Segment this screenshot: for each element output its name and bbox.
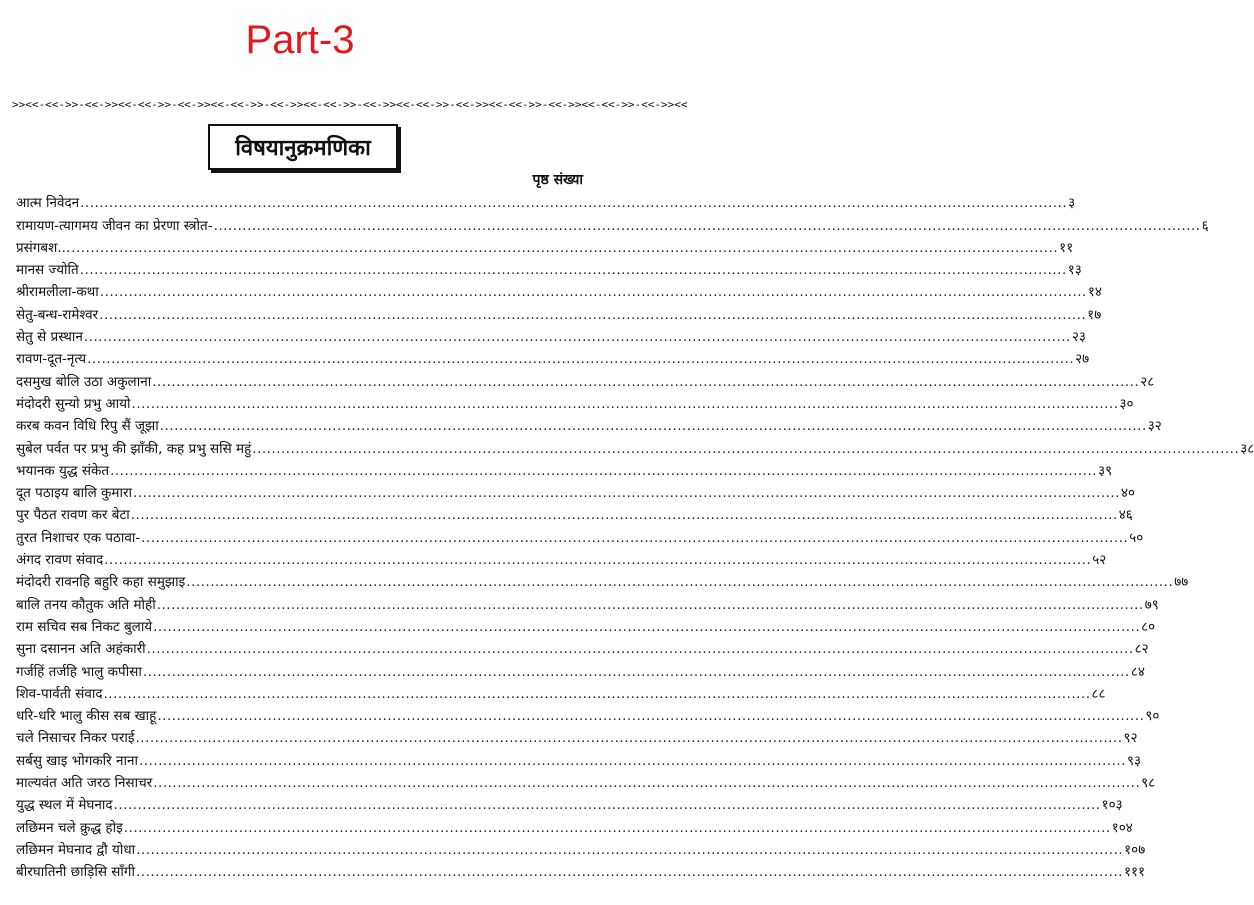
dot-leader: .............................................................................................................................................................................................................. [80,195,1068,212]
toc-entry [16,658,1145,680]
toc-entry [16,413,1162,435]
toc-entry [16,614,1156,636]
toc-entry-title: श्रीरामलीला-कथा [16,284,99,301]
toc-entry-page: १४ [1087,284,1102,301]
toc-entry-page: ३ [1068,195,1076,212]
toc-entry-title: लछिमन मेघनाद द्वौ योधा [16,841,136,858]
toc-entry-title: मंदोदरी सुन्यो प्रभु आयो [16,395,131,412]
toc-entry [16,591,1159,613]
toc-entry [16,279,1102,301]
dot-leader: .............................................................................................................................................................................................................. [131,395,1119,412]
toc-entry-page: १०३ [1101,797,1123,814]
toc-entry [16,301,1102,323]
toc-entry-title: करब कवन विधि रिपु सैं जूझा [16,418,159,435]
toc-entry-title: लछिमन चले क्रुद्ध होइ [16,819,123,836]
toc-entry [16,212,1209,234]
toc-entry-page: ६ [1201,217,1209,234]
dot-leader: .............................................................................................................................................................................................................. [113,797,1101,814]
toc-entry-page: १०७ [1124,841,1146,858]
toc-entry-page: ५० [1129,529,1144,546]
toc-entry [16,257,1082,279]
dot-leader: .............................................................................................................................................................................................................. [136,841,1124,858]
toc-entry-title: बीरघातिनी छाड़िसि साँगी [16,864,135,881]
toc-entry-page: ७९ [1144,596,1159,613]
toc-entry [16,235,1074,257]
toc-entry-title: प्रसंगबश... [16,239,71,256]
toc-entry-page: ३८ [1240,440,1254,457]
page-number-column-label: पृष्ठ संख्या [532,172,583,188]
dot-leader: .............................................................................................................................................................................................................. [133,485,1121,502]
toc-entry-title: रामायण-त्यागमय जीवन का प्रेरणा स्त्रोत- [16,217,213,234]
dot-leader: .............................................................................................................................................................................................................. [153,618,1141,635]
toc-entry-title: सुबेल पर्वत पर प्रभु की झाँकी, कह प्रभु ससि महुं [16,440,252,457]
toc-entry-page: ४६ [1118,507,1133,524]
toc-entry-title: गर्जहिं तर्जहि भालु कपीसा [16,663,142,680]
toc-entry-page: ८२ [1134,641,1149,658]
toc-entry-page: ९२ [1123,730,1138,747]
toc-entry [16,480,1136,502]
toc-entry [16,636,1149,658]
dot-leader: .............................................................................................................................................................................................................. [79,262,1067,279]
dot-leader: .............................................................................................................................................................................................................. [141,529,1129,546]
dot-leader: .............................................................................................................................................................................................................. [159,418,1147,435]
toc-entry-title: पुर पैठत रावण कर बेटा [16,507,130,524]
dot-leader: .............................................................................................................................................................................................................. [213,217,1201,234]
toc-entry-page: ५२ [1092,552,1107,569]
toc-entry [16,324,1086,346]
toc-entry-page: ३९ [1098,462,1113,479]
dot-leader: .............................................................................................................................................................................................................. [71,239,1059,256]
toc-entry-page: ८० [1141,618,1156,635]
dot-leader: .............................................................................................................................................................................................................. [99,284,1087,301]
part-title: Part-3 [245,18,355,62]
toc-entry [16,190,1076,212]
toc-entry-page: २३ [1071,329,1086,346]
toc-entry-page: ७७ [1174,574,1189,591]
toc-entry-page: ८४ [1130,663,1145,680]
toc-entry-title: सेतु-बन्ध-रामेश्वर [16,306,99,323]
toc-entry [16,346,1090,368]
toc-entry-page: ९८ [1141,775,1156,792]
dot-leader: .............................................................................................................................................................................................................. [138,752,1126,769]
toc-entry-page: ३२ [1147,418,1162,435]
toc-entry-page: ९३ [1126,752,1142,769]
toc-entry [16,703,1160,725]
toc-entry-page: १११ [1124,864,1146,881]
toc-entry-title: माल्यवंत अति जरठ निसाचर [16,775,153,792]
ornamental-divider: >><<-<<->>-<<->><<-<<->>-<<->><<-<<->>-<<->><<-<<->>-<<->><<-<<->>-<<->><<-<<->>-<<->><<-<<->>-<<->><< [12,98,688,111]
dot-leader: .............................................................................................................................................................................................................. [136,864,1123,881]
dot-leader: .............................................................................................................................................................................................................. [252,440,1240,457]
dot-leader: .............................................................................................................................................................................................................. [153,775,1141,792]
toc-entry-page: ८८ [1091,685,1106,702]
toc-entry [16,725,1138,747]
toc-entry-page: २७ [1075,351,1090,368]
dot-leader: .............................................................................................................................................................................................................. [123,819,1111,836]
toc-entry-title: सुना दसानन अति अहंकारी [16,641,146,658]
toc-entry-page: ११ [1059,239,1074,256]
toc-entry [16,747,1142,769]
toc-entry-title: आत्म निवेदन [16,195,80,212]
toc-entry-title: धरि-धरि भालु कीस सब खाहू [16,708,157,725]
dot-leader: .............................................................................................................................................................................................................. [186,574,1174,591]
table-of-contents [16,190,1254,881]
toc-entry-page: १३ [1067,262,1082,279]
toc-entry-title: सर्बसु खाइ भोगकरि नाना [16,752,138,769]
dot-leader: .............................................................................................................................................................................................................. [135,730,1123,747]
toc-entry [16,569,1189,591]
toc-entry [16,435,1254,457]
toc-entry [16,368,1155,390]
toc-entry [16,837,1146,859]
dot-leader: .............................................................................................................................................................................................................. [87,351,1075,368]
toc-entry-title: मंदोदरी रावनहि बहुरि कहा समुझाइ [16,574,186,591]
toc-entry-title: तुरत निशाचर एक पठावा- [16,529,141,546]
toc-entry [16,681,1106,703]
toc-entry-title: दूत पठाइय बालि कुमारा [16,485,133,502]
dot-leader: .............................................................................................................................................................................................................. [146,641,1134,658]
toc-entry [16,792,1123,814]
toc-entry-title: भयानक युद्ध संकेत [16,462,110,479]
toc-entry-title: राम सचिव सब निकट बुलाये [16,618,153,635]
dot-leader: .............................................................................................................................................................................................................. [156,596,1144,613]
toc-entry-page: ९० [1145,708,1160,725]
toc-entry [16,502,1133,524]
toc-entry-title: रावण-दूत-नृत्य [16,351,87,368]
dot-leader: .............................................................................................................................................................................................................. [152,373,1140,390]
dot-leader: .............................................................................................................................................................................................................. [130,507,1118,524]
dot-leader: .............................................................................................................................................................................................................. [110,462,1098,479]
dot-leader: .............................................................................................................................................................................................................. [142,663,1130,680]
toc-entry [16,814,1133,836]
dot-leader: .............................................................................................................................................................................................................. [99,306,1087,323]
dot-leader: .............................................................................................................................................................................................................. [103,685,1091,702]
toc-entry-title: बालि तनय कौतुक अति मोही [16,596,156,613]
dot-leader: .............................................................................................................................................................................................................. [104,552,1092,569]
toc-entry [16,458,1113,480]
toc-entry-page: १७ [1087,306,1102,323]
toc-entry [16,547,1107,569]
toc-entry [16,859,1146,881]
toc-entry-title: युद्ध स्थल में मेघनाद [16,797,113,814]
toc-entry-title: शिव-पार्वती संवाद [16,685,103,702]
toc-entry-page: २८ [1140,373,1155,390]
toc-entry [16,391,1134,413]
dot-leader: .............................................................................................................................................................................................................. [83,329,1071,346]
toc-entry-title: अंगद रावण संवाद [16,552,104,569]
toc-entry [16,524,1144,546]
toc-entry-page: १०४ [1111,819,1133,836]
dot-leader: .............................................................................................................................................................................................................. [157,708,1145,725]
toc-entry-title: चले निसाचर निकर पराई [16,730,135,747]
toc-heading: विषयानुक्रमणिका [208,124,398,170]
toc-entry [16,770,1156,792]
toc-entry-page: ४० [1121,485,1136,502]
toc-entry-title: दसमुख बोलि उठा अकुलाना [16,373,152,390]
toc-entry-title: सेतु से प्रस्थान [16,329,83,346]
toc-entry-page: ३० [1119,395,1134,412]
toc-entry-title: मानस ज्योति [16,262,79,279]
